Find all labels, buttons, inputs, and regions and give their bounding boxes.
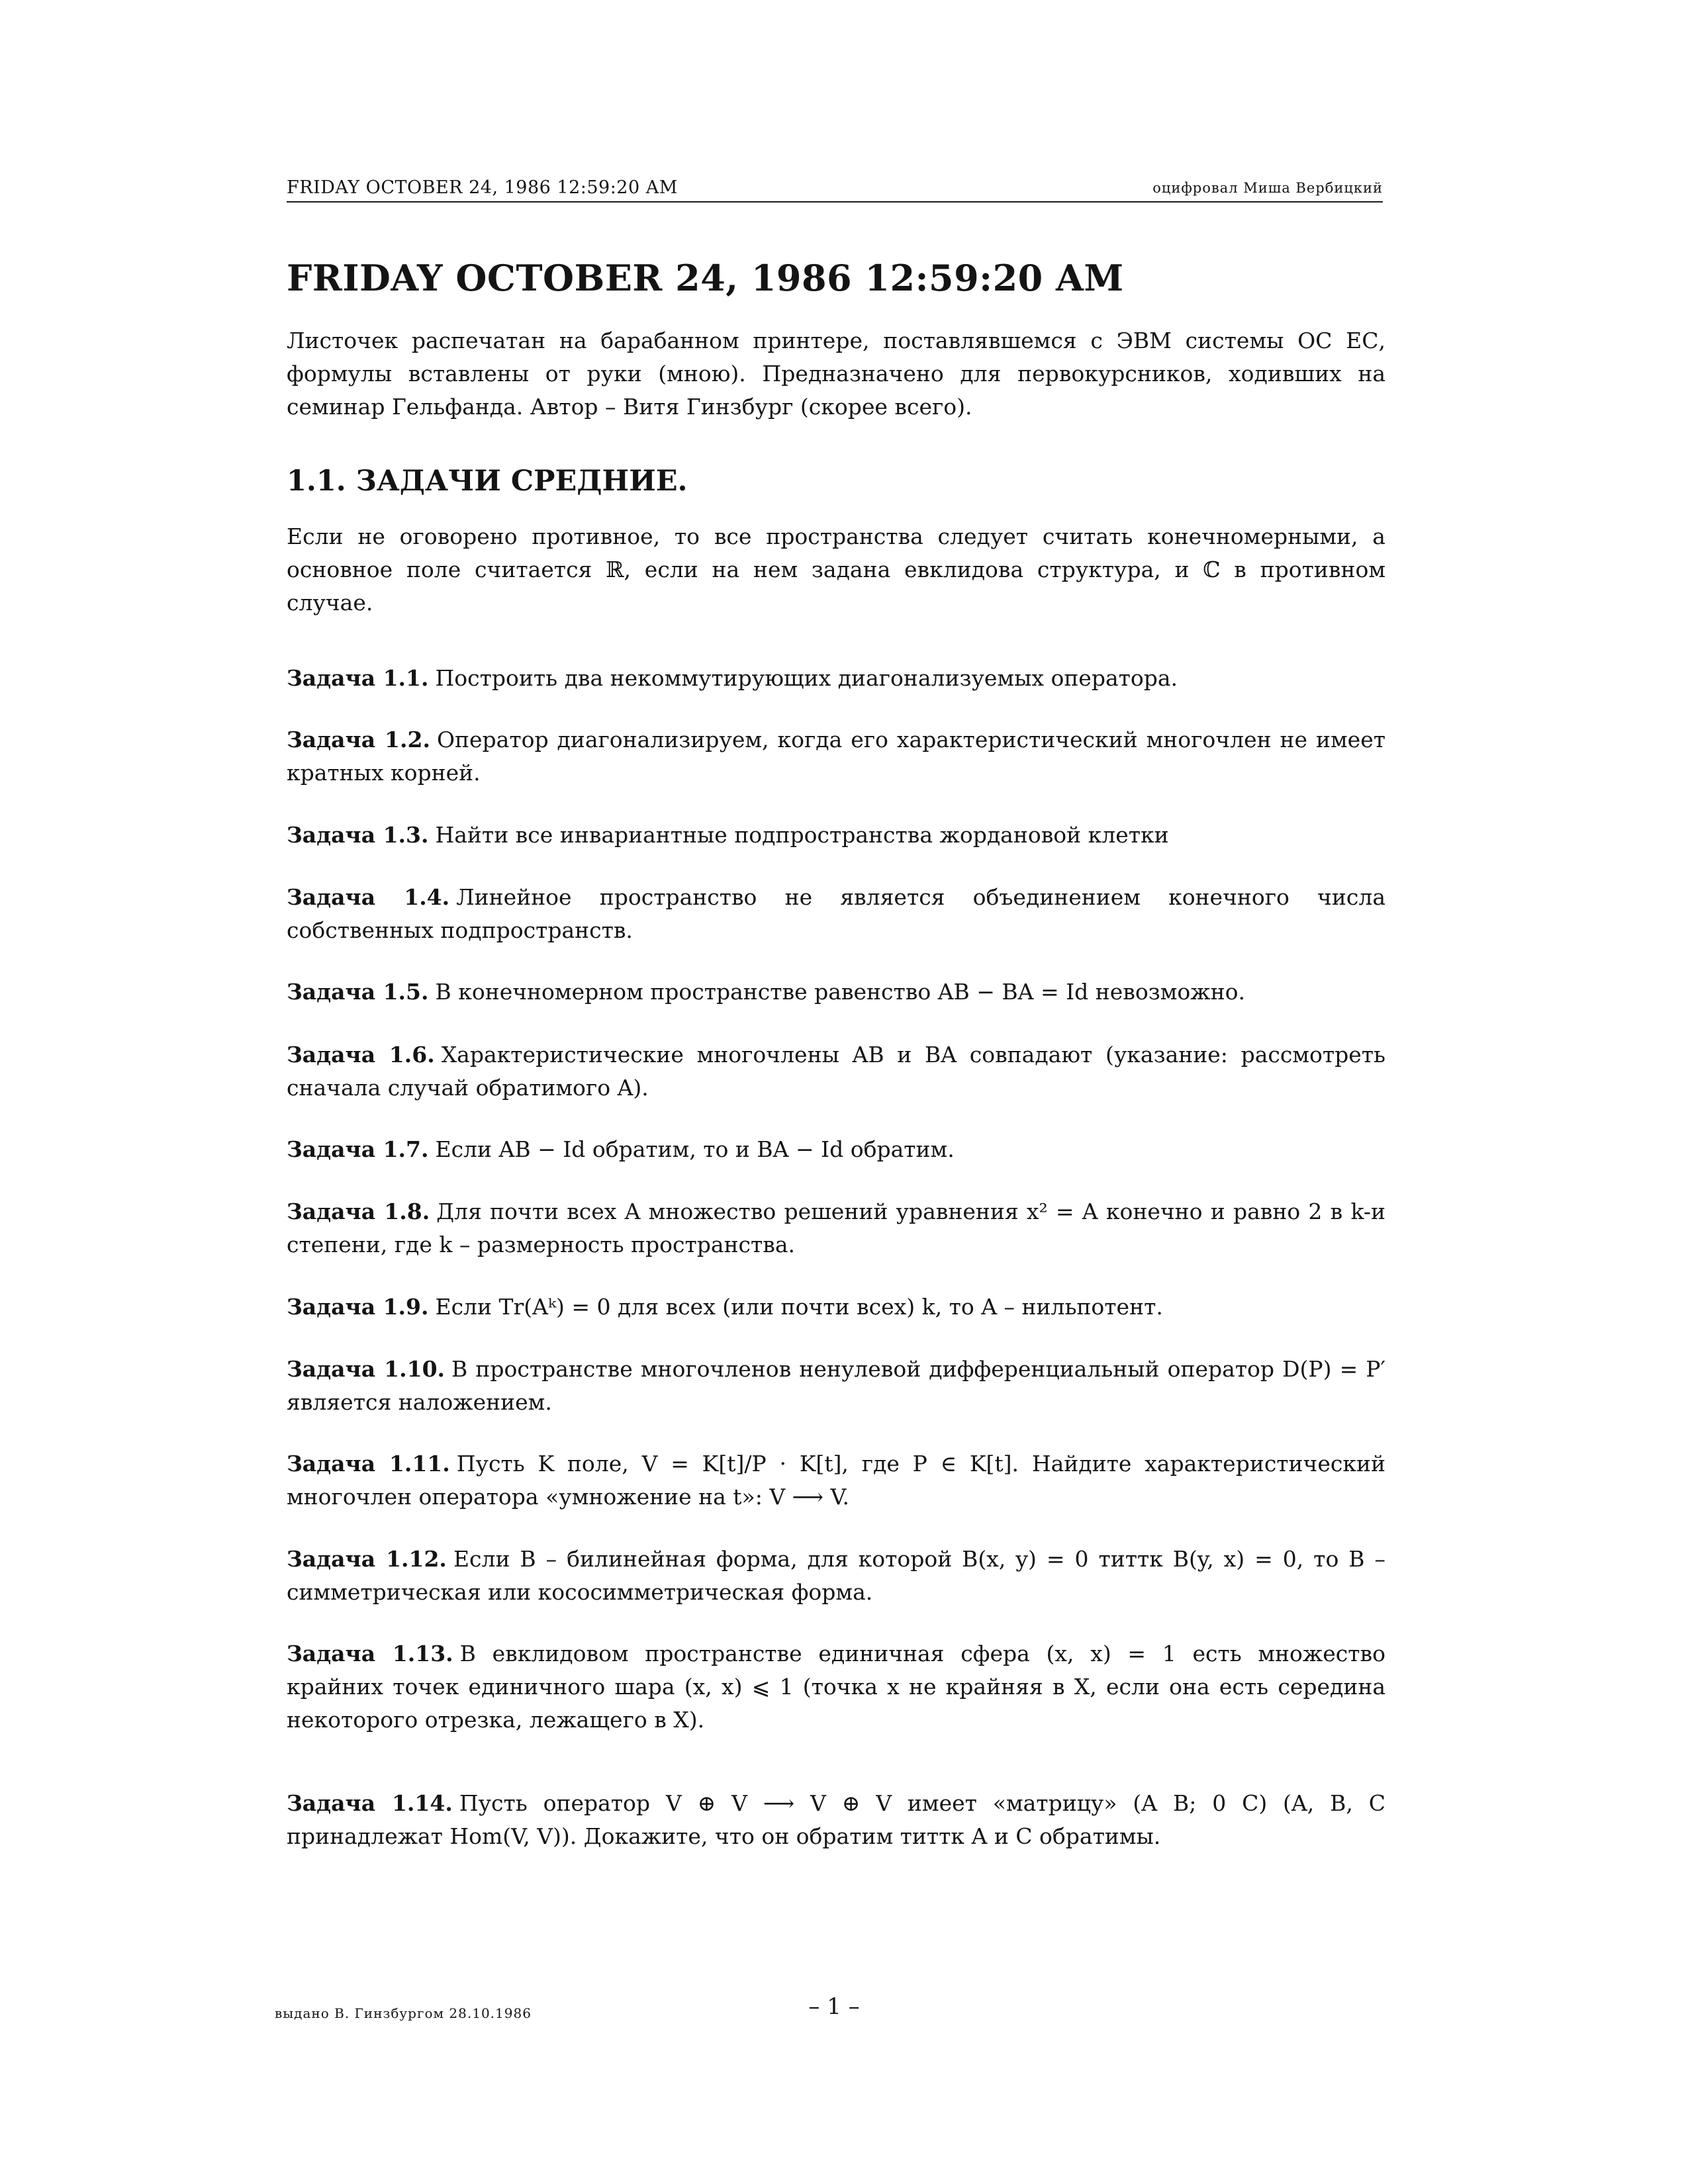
problem-text: В конечномерном пространстве равенство AB − BA = Id невозможно. xyxy=(435,979,1245,1005)
problem-label: Задача 1.5. xyxy=(287,979,429,1005)
problem-text: Пусть оператор V ⊕ V ⟶ V ⊕ V имеет «матрицу» (A B; 0 C) (A, B, C принадлежат Hom(V, V)). Докажите, что он обратим титтк A и C обратимы. xyxy=(287,1790,1385,1849)
problem-1-12 xyxy=(287,1543,1385,1609)
problem-1-10 xyxy=(287,1353,1385,1419)
problem-1-5 xyxy=(287,976,1385,1009)
intro-paragraph: Листочек распечатан на барабанном принтере, поставлявшемся с ЭВМ системы ОС ЕС, формулы вставлены от руки (мною). Предназначено для первокурсников, ходивших на семинар Гельфанда. Автор – Витя Гинзбург (скорее всего). xyxy=(287,328,1385,420)
document-title: FRIDAY OCTOBER 24, 1986 12:59:20 AM xyxy=(287,257,1124,299)
problem-text: В пространстве многочленов ненулевой дифференциальный оператор D(P) = P′ является наложением. xyxy=(287,1356,1386,1415)
problem-text: Если B – билинейная форма, для которой B(x, y) = 0 титтк B(y, x) = 0, то B – симметрическая или кососимметрическая форма. xyxy=(287,1546,1385,1605)
problem-1-14 xyxy=(287,1787,1385,1853)
problem-text: Характеристические многочлены AB и BA совпадают (указание: рассмотреть сначала случай обратимого A). xyxy=(287,1042,1385,1101)
page-number: – 1 – xyxy=(808,1993,860,2020)
problem-label: Задача 1.9. xyxy=(287,1294,429,1320)
problem-text: Если Tr(Aᵏ) = 0 для всех (или почти всех) k, то A – нильпотент. xyxy=(435,1294,1163,1320)
problem-label: Задача 1.1. xyxy=(287,665,429,691)
problem-1-1 xyxy=(287,662,1385,695)
problem-text: Оператор диагонализируем, когда его характеристический многочлен не имеет кратных корней. xyxy=(287,727,1386,786)
problem-text: Линейное пространство не является объединением конечного числа собственных подпространств. xyxy=(287,884,1385,943)
problem-label: Задача 1.3. xyxy=(287,822,429,848)
section-intro-paragraph: Если не оговорено противное, то все пространства следует считать конечномерными, а основное поле считается ℝ, если на нем задана евклидова структура, и ℂ в противном случае. xyxy=(287,523,1385,615)
running-header xyxy=(287,177,1383,203)
problem-1-4 xyxy=(287,881,1385,947)
problem-label: Задача 1.13. xyxy=(287,1641,453,1666)
problem-label: Задача 1.6. xyxy=(287,1042,435,1068)
problem-1-11 xyxy=(287,1447,1385,1514)
problem-1-9 xyxy=(287,1291,1385,1324)
problem-label: Задача 1.11. xyxy=(287,1451,450,1477)
problem-1-8 xyxy=(287,1195,1385,1261)
problem-label: Задача 1.14. xyxy=(287,1790,453,1816)
problem-text: Пусть K поле, V = K[t]/P · K[t], где P ∈ K[t]. Найдите характеристический многочлен оператора «умножение на t»: V ⟶ V. xyxy=(287,1451,1385,1510)
problem-1-6 xyxy=(287,1038,1385,1105)
problem-label: Задача 1.12. xyxy=(287,1546,447,1572)
problem-1-2 xyxy=(287,723,1385,790)
footer-issued-note: выдано В. Гинзбургом 28.10.1986 xyxy=(275,2005,532,2021)
problem-label: Задача 1.4. xyxy=(287,884,450,910)
problem-1-7 xyxy=(287,1133,1385,1166)
problem-1-13 xyxy=(287,1637,1385,1737)
problem-label: Задача 1.2. xyxy=(287,727,430,752)
problem-text: Найти все инвариантные подпространства жордановой клетки xyxy=(435,822,1169,848)
problem-label: Задача 1.7. xyxy=(287,1136,429,1162)
section-heading: 1.1. ЗАДАЧИ СРЕДНИЕ. xyxy=(287,465,688,498)
running-header-right: оцифровал Миша Вербицкий xyxy=(1152,180,1383,196)
problem-1-3 xyxy=(287,819,1385,852)
problem-text: Построить два некоммутирующих диагонализуемых оператора. xyxy=(435,665,1178,691)
problem-text: Для почти всех A множество решений уравнения x² = A конечно и равно 2 в k-и степени, где k – размерность пространства. xyxy=(287,1199,1385,1257)
problem-label: Задача 1.10. xyxy=(287,1356,445,1382)
running-header-left: FRIDAY OCTOBER 24, 1986 12:59:20 AM xyxy=(287,177,678,198)
problem-text: Если AB − Id обратим, то и BA − Id обратим. xyxy=(435,1136,955,1162)
problem-label: Задача 1.8. xyxy=(287,1199,430,1224)
problem-text: В евклидовом пространстве единичная сфера (x, x) = 1 есть множество крайних точек единичного шара (x, x) ⩽ 1 (точка x не крайняя в X, если она есть середина некоторого отрезка, лежащего в X). xyxy=(287,1641,1385,1733)
